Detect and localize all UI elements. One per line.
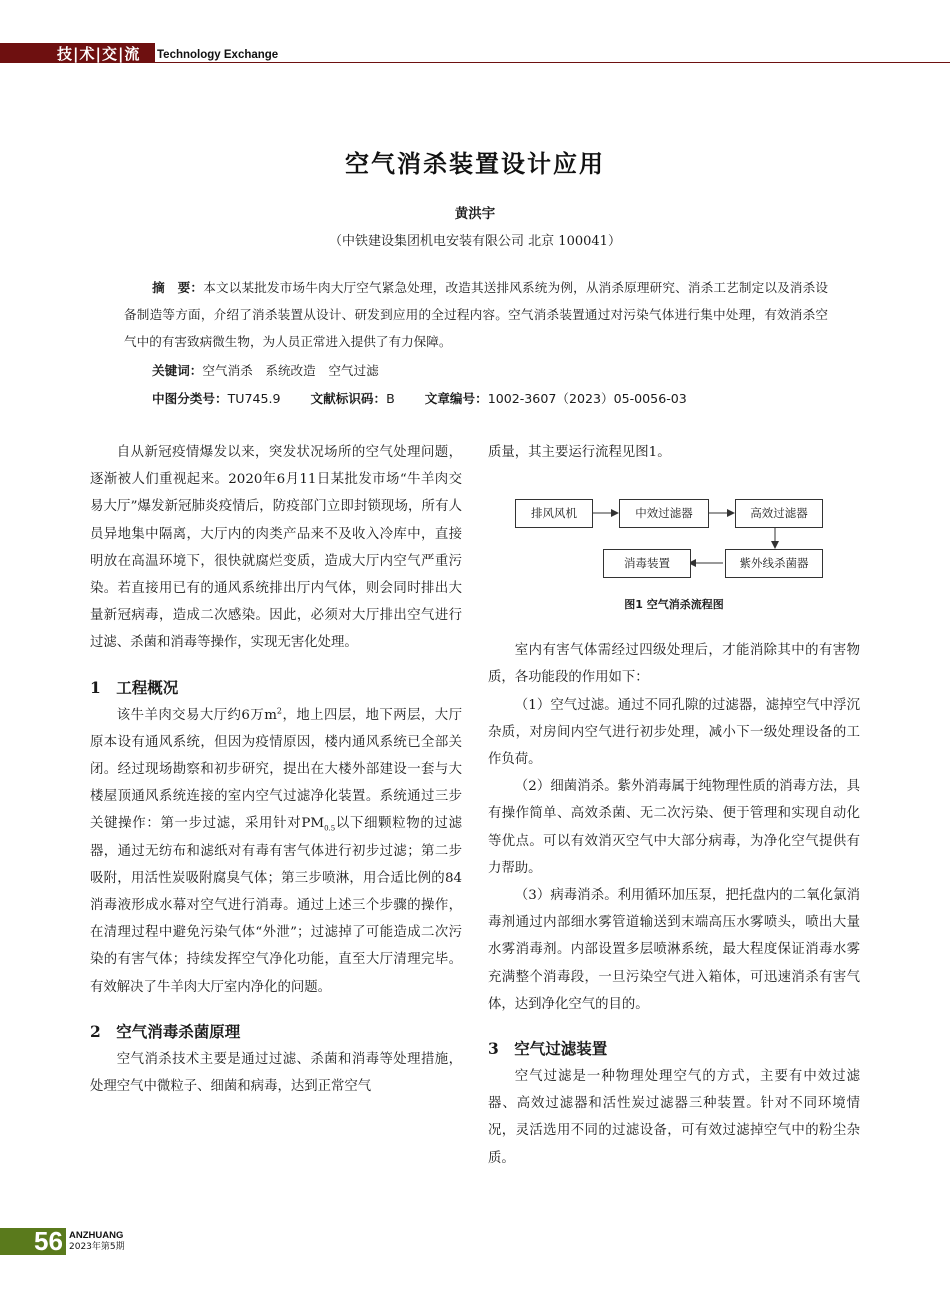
- keywords-text: 空气消杀 系统改造 空气过滤: [202, 363, 379, 378]
- clc-label: 中图分类号：: [152, 391, 228, 406]
- section-2-paragraph: 空气消杀技术主要是通过过滤、杀菌和消毒等处理措施，处理空气中微粒子、细菌和病毒，达到正常空气: [90, 1051, 462, 1095]
- article-number-label: 文章编号：: [424, 391, 488, 406]
- doc-code-label: 文献标识码：: [310, 391, 387, 406]
- classification-line: [152, 385, 687, 412]
- bacteria-kill-paragraph: （2）细菌消杀。紫外消毒属于纯物理性质的消毒方法，具有操作简单、高效杀菌、无二次污染、便于管理和实现自动化等优点。可以有效消灭空气中大部分病毒，为净化空气提供有力帮助。: [488, 779, 860, 876]
- clc-value: TU745.9: [227, 391, 281, 406]
- air-filter-paragraph: （1）空气过滤。通过不同孔隙的过滤器，滤掉空气中浮沉杂质，对房间内空气进行初步处理，减小下一级处理设备的工作负荷。: [488, 697, 860, 768]
- magazine-name: ANZHUANG: [69, 1230, 124, 1241]
- doc-code-value: B: [386, 391, 395, 406]
- intro-paragraph: 自从新冠疫情爆发以来，突发状况场所的空气处理问题，逐渐被人们重视起来。2020年6月11日某批发市场“牛羊肉交易大厅”爆发新冠肺炎疫情后，防疫部门立即封锁现场，所有人员异地集中隔离，大厅内的肉类产品来不及收入冷库中，直接明放在高温环境下，很快就腐烂变质，造成大厅内空气严重污染。若直接用已有的通风系统排出厅内气体，则会同时排出大量新冠病毒，造成二次感染。因此，必须对大厅排出空气进行过滤、杀菌和消毒等操作，实现无害化处理。: [90, 445, 462, 651]
- keywords-label: 关键词：: [152, 363, 203, 378]
- article-title: 空气消杀装置设计应用: [345, 150, 605, 178]
- flow-box-disinfect: 消毒装置: [603, 549, 691, 578]
- s1-text-c: 以下细颗粒物的过滤器，通过无纺布和滤纸对有毒有害气体进行初步过滤；第二步吸附，用活性炭吸附腐臭气体；第三步喷淋，用合适比例的84消毒液形成水幕对空气进行消毒。通过上述三个步骤的操作，在清理过程中避免污染气体“外泄”；过滤掉了可能造成二次污染的有害气体；持续发挥空气净化功能，直至大厅清理完毕。有效解决了牛羊肉大厅室内净化的问题。: [90, 816, 462, 995]
- section-1-heading: 1 工程概况: [90, 677, 179, 697]
- virus-kill-paragraph: （3）病毒消杀。利用循环加压泵，把托盘内的二氧化氯消毒剂通过内部细水雾管道输送到末端高压水雾喷头，喷出大量水雾消毒剂。内部设置多层喷淋系统，最大程度保证消毒水雾充满整个消毒段，一旦污染空气进入箱体，可迅速消杀有害气体，达到净化空气的目的。: [488, 888, 860, 1012]
- section-label-cn: 技|术|交|流: [57, 45, 141, 63]
- header-bar: [0, 43, 950, 65]
- keywords: [152, 357, 379, 384]
- s1-text-b: ，地上四层，地下两层，大厅原本设有通风系统，但因为疫情原因，楼内通风系统已全部关闭。经过现场勘察和初步研究，提出在大楼外部建设一套与大楼屋顶通风系统连接的室内空气过滤净化装置。系统通过三步关键操作：第一步过滤，采用针对PM: [90, 707, 463, 832]
- abstract: [124, 274, 828, 355]
- left-column: [90, 439, 462, 1100]
- section-3-paragraph: 空气过滤是一种物理处理空气的方式，主要有中效过滤器、高效过滤器和活性炭过滤器三种装置。针对不同环境情况，灵活选用不同的过滤设备，可有效过滤掉空气中的粉尘杂质。: [488, 1069, 860, 1166]
- abstract-label: 摘 要：: [152, 280, 204, 295]
- process-intro-paragraph: 室内有害气体需经过四级处理后，才能消除其中的有害物质，各功能段的作用如下：: [488, 643, 860, 686]
- flow-box-mid-filter: 中效过滤器: [619, 499, 709, 528]
- continued-paragraph: 质量，其主要运行流程见图1。: [488, 445, 671, 460]
- figure-caption: 图1 空气消杀流程图: [624, 598, 724, 611]
- s1-text-a: 该牛羊肉交易大厅约6万m: [116, 707, 277, 723]
- flow-box-hi-filter: 高效过滤器: [735, 499, 823, 528]
- issue-label: 2023年第5期: [69, 1242, 125, 1252]
- article-author: 黄洪宇: [454, 206, 496, 222]
- section-2-heading: 2 空气消毒杀菌原理: [90, 1021, 241, 1041]
- section-label-en: Technology Exchange: [157, 49, 279, 61]
- article-affiliation: （中铁建设集团机电安装有限公司 北京 100041）: [329, 234, 621, 249]
- flow-box-fan: 排风风机: [515, 499, 593, 528]
- s1-sub: 0.5: [324, 825, 336, 834]
- page-number: 56: [34, 1226, 63, 1256]
- flow-box-uv: 紫外线杀菌器: [725, 549, 823, 578]
- abstract-text: 本文以某批发市场牛肉大厅空气紧急处理，改造其送排风系统为例，从消杀原理研究、消杀工艺制定以及消杀设备制造等方面，介绍了消杀装置从设计、研发到应用的全过程内容。空气消杀装置通过对污染气体进行集中处理，有效消杀空气中的有害致病微生物，为人员正常进入提供了有力保障。: [124, 280, 829, 349]
- flow-diagram: [505, 493, 835, 585]
- s1-sup: 2: [276, 706, 283, 716]
- article-number-value: 1002-3607（2023）05-0056-03: [487, 391, 687, 406]
- section-1-paragraph: [90, 702, 462, 1001]
- section-3-heading: 3 空气过滤装置: [488, 1039, 608, 1059]
